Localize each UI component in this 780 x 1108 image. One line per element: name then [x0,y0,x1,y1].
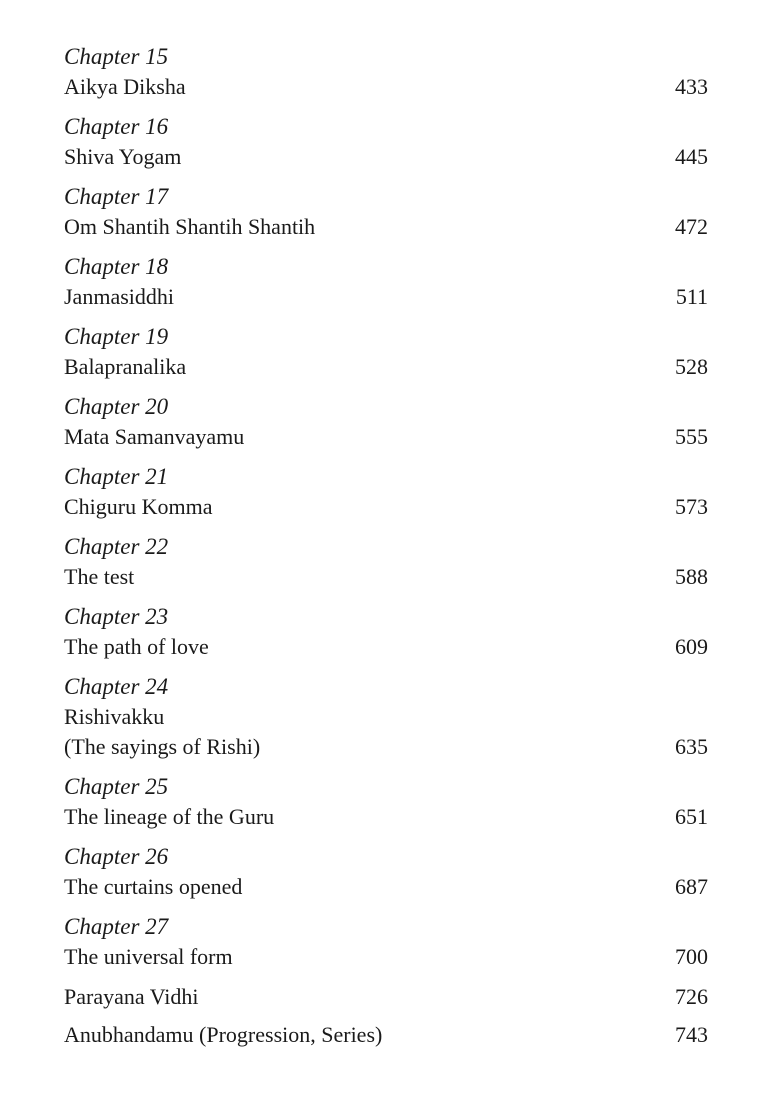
toc-entry-chapter-21 [64,462,712,522]
toc-row [64,562,712,592]
chapter-title: The path of love [64,634,209,659]
chapter-title: Balapranalika [64,354,187,379]
chapter-label: Chapter 19 [64,324,169,349]
toc-row [64,352,712,382]
toc-row [64,72,712,102]
page-number: 445 [675,144,708,169]
chapter-title: Rishivakku (The sayings of Rishi) [64,704,261,759]
page-number: 743 [675,1022,708,1047]
chapter-title: The lineage of the Guru [64,804,275,829]
page-number: 588 [675,564,708,589]
page-number: 573 [675,494,708,519]
toc-row [64,982,712,1012]
toc-entry-chapter-27 [64,912,712,972]
page-number: 700 [675,944,708,969]
chapter-title: The curtains opened [64,874,243,899]
toc-row [64,142,712,172]
page-number: 635 [675,734,708,759]
table-of-contents [64,42,712,1058]
section-title: Parayana Vidhi [64,984,199,1009]
page-number: 609 [675,634,708,659]
page-number: 726 [675,984,708,1009]
page-number: 472 [675,214,708,239]
toc-row [64,942,712,972]
section-title: Anubhandamu (Progression, Series) [64,1022,383,1047]
chapter-label: Chapter 24 [64,674,169,699]
chapter-title: Chiguru Komma [64,494,213,519]
toc-row [64,212,712,242]
chapter-label: Chapter 17 [64,184,169,209]
chapter-label: Chapter 25 [64,774,169,799]
toc-row [64,422,712,452]
toc-row [64,282,712,312]
chapter-label: Chapter 22 [64,534,169,559]
toc-entry-chapter-15 [64,42,712,102]
page-number: 555 [675,424,708,449]
toc-entry-chapter-18 [64,252,712,312]
page-number: 511 [675,284,708,309]
chapter-label: Chapter 23 [64,604,169,629]
toc-row [64,632,712,662]
chapter-label: Chapter 18 [64,254,169,279]
toc-row [64,872,712,902]
chapter-title: Aikya Diksha [64,74,186,99]
toc-entry-chapter-25 [64,772,712,832]
chapter-title: The universal form [64,944,233,969]
page-number: 687 [675,874,708,899]
chapter-label: Chapter 15 [64,44,169,69]
chapter-title: Mata Samanvayamu [64,424,245,449]
chapter-title: Shiva Yogam [64,144,182,169]
toc-entry-chapter-24 [64,672,712,762]
toc-entry-chapter-19 [64,322,712,382]
chapter-title: Om Shantih Shantih Shantih [64,214,316,239]
chapter-label: Chapter 16 [64,114,169,139]
chapter-label: Chapter 21 [64,464,169,489]
chapter-label: Chapter 27 [64,914,169,939]
page-number: 433 [675,74,708,99]
toc-entry-chapter-20 [64,392,712,452]
toc-entry-chapter-16 [64,112,712,172]
chapter-title: Janmasiddhi [64,284,174,309]
toc-entry-chapter-22 [64,532,712,592]
toc-entry-chapter-26 [64,842,712,902]
toc-entry-anubhandamu [64,1020,712,1050]
toc-entry-chapter-23 [64,602,712,662]
chapter-label: Chapter 20 [64,394,169,419]
chapter-label: Chapter 26 [64,844,169,869]
toc-row [64,702,712,762]
toc-entry-parayana-vidhi [64,982,712,1012]
page-number: 651 [675,804,708,829]
chapter-title: The test [64,564,135,589]
page-number: 528 [675,354,708,379]
toc-entry-chapter-17 [64,182,712,242]
toc-row [64,1020,712,1050]
toc-row [64,802,712,832]
toc-row [64,492,712,522]
